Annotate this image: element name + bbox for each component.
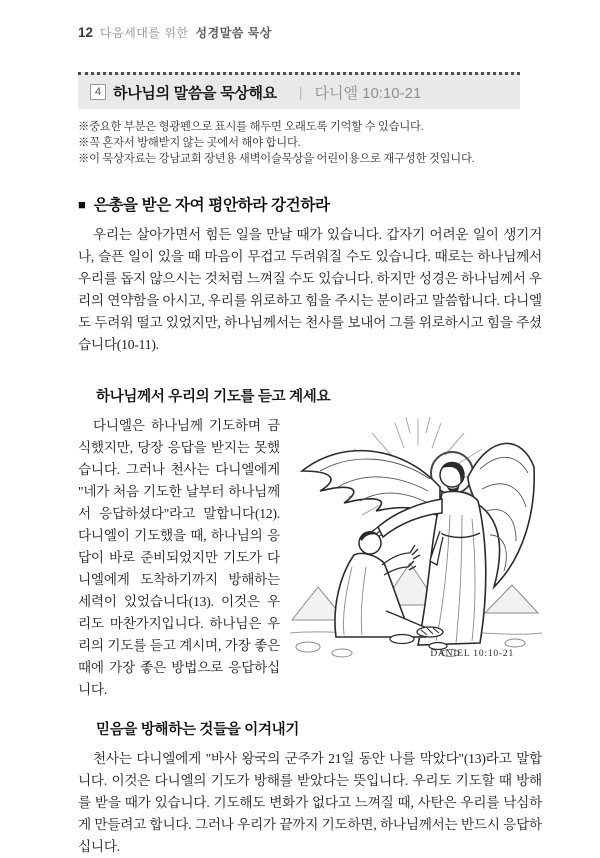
- note-line: ※꼭 혼자서 방해받지 않는 곳에서 해야 합니다.: [78, 137, 301, 149]
- lesson-title-bar: [78, 72, 520, 109]
- section2-heading: 하나님께서 우리의 기도를 듣고 계세요: [96, 389, 331, 405]
- sandal-1: [417, 627, 443, 637]
- section2-paragraph: 다니엘은 하나님께 기도하며 금식했지만, 당장 응답을 받지는 못했습니다. 그러나 천사는 다니엘에게 "네가 처음 기도한 날부터 하나님께서 응답하셨다"라고 말합니다(12). 다니엘이 기도했을 때, 하나님의 응답이 바로 준비되었지만 기도가 다니엘에게 도착하기까지 방해하는 세력이 있었습니다(13). 이것은 우리도 마찬가지입니다. 하나님은 우리의 기도를 듣고 계시며, 가장 좋은 때에 가장 좋은 방법으로 응답하십니다.: [78, 418, 280, 697]
- section1-heading-text: 은총을 받은 자여 평안하라 강건하라: [93, 197, 330, 214]
- running-head-title-strong: 성경말씀 묵상: [195, 26, 272, 40]
- section2-content: [78, 415, 542, 701]
- page-number: 12: [78, 25, 94, 40]
- lesson-number-box: 4: [90, 84, 106, 100]
- running-head-title-light: 다음세대를 위한: [100, 26, 189, 40]
- scripture-reference: 다니엘 10:10-21: [314, 84, 422, 102]
- section3-paragraph: 천사는 다니엘에게 "바사 왕국의 군주가 21일 동안 나를 막았다"(13)라고 말합니다. 이것은 다니엘의 기도가 방해를 받았다는 뜻입니다. 우리도 기도할 때 방해를 받을 때가 있습니다. 기도해도 변화가 없다고 느껴질 때, 사탄은 우리를 낙심하게 만들려고 합니다. 그러나 우리가 끝까지 기도하면, 하나님께서는 반드시 응답하십니다.: [78, 751, 542, 854]
- square-bullet-icon: ■: [78, 196, 86, 212]
- sandal-2: [390, 635, 414, 644]
- note-line: ※이 묵상자료는 강남교회 장년용 새벽이슬묵상을 어린이용으로 재구성한 것입니다.: [78, 153, 475, 165]
- man-hands: [382, 545, 420, 565]
- section3-heading: 믿음을 방해하는 것들을 이겨내기: [96, 722, 300, 738]
- instruction-notes: [78, 119, 542, 167]
- running-head: [78, 24, 542, 41]
- section1-paragraph: 우리는 살아가면서 힘든 일을 만날 때가 있습니다. 갑자기 어려운 일이 생기거나, 슬픈 일이 있을 때 마음이 무겁고 두려워질 수도 있습니다. 때로는 하나님께서 우리를 돕지 않으시는 것처럼 느껴질 수도 있습니다. 하지만 성경은 하나님께서 우리의 연약함을 아시고, 우리를 위로하고 힘을 주시는 분이라고 말씀합니다. 다니엘도 두려워 떨고 있었지만, 하나님께서는 천사를 보내어 그를 위로하시고 힘을 주셨습니다(10-11).: [78, 227, 542, 352]
- angel-illustration: [290, 415, 542, 665]
- angel-line-art-svg: [290, 415, 542, 665]
- note-line: ※중요한 부분은 형광펜으로 표시를 해두면 오래도록 기억할 수 있습니다.: [78, 121, 424, 133]
- title-separator: |: [298, 84, 303, 100]
- lesson-title: 하나님의 말씀을 묵상해요: [113, 84, 277, 102]
- section-heading-main: [78, 193, 542, 215]
- illustration-caption: DANIEL 10:10-21: [430, 649, 514, 659]
